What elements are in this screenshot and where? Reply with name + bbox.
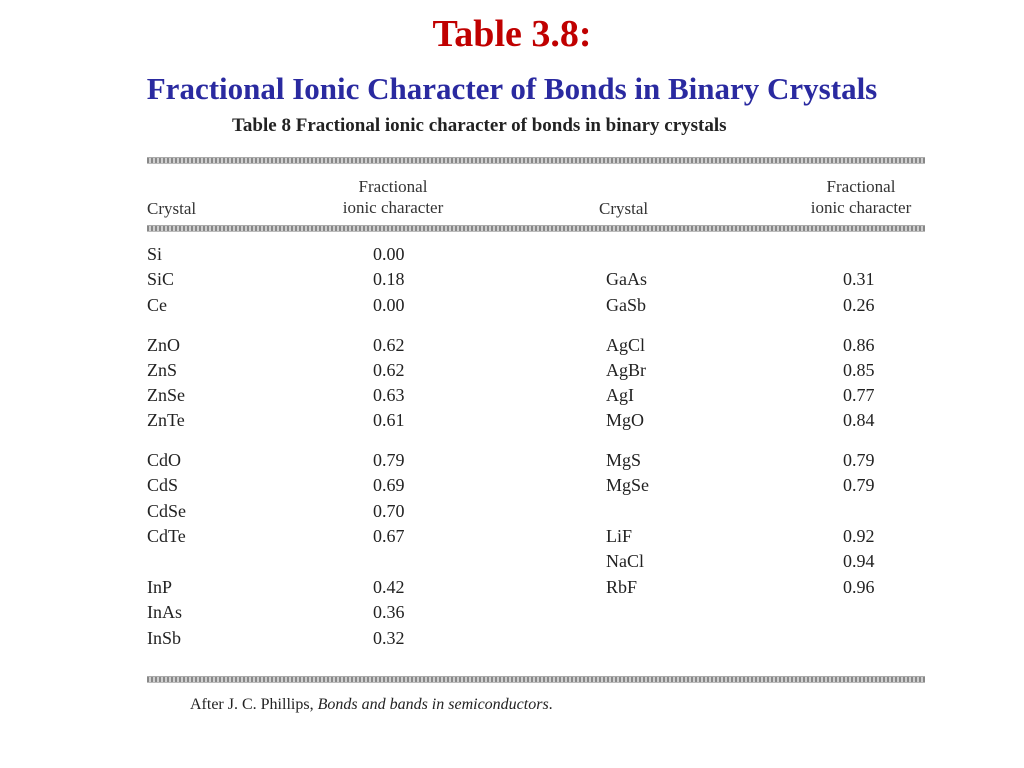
- table-bottom-rule: [147, 676, 925, 683]
- header-fractional-left-line1: Fractional: [358, 177, 428, 196]
- left-value-4: 0.62: [373, 360, 405, 380]
- left-value-13: 0.32: [373, 628, 405, 648]
- right-crystal-0: GaAs: [606, 269, 647, 289]
- right-value-9: 0.94: [843, 551, 875, 571]
- right-value-0: 0.31: [843, 269, 875, 289]
- left-value-11: 0.42: [373, 577, 405, 597]
- header-fractional-right-line2: ionic character: [810, 198, 912, 217]
- left-value-2: 0.00: [373, 295, 405, 315]
- left-crystal-10: CdTe: [147, 526, 186, 546]
- right-crystal-9: NaCl: [606, 551, 644, 571]
- right-value-2: 0.86: [843, 335, 875, 355]
- page-title: Table 3.8:: [432, 13, 592, 55]
- header-fractional-left: [318, 176, 468, 218]
- left-crystal-5: ZnSe: [147, 385, 185, 405]
- right-value-1: 0.26: [843, 295, 875, 315]
- left-crystal-12: InAs: [147, 602, 182, 622]
- right-value-10: 0.96: [843, 577, 875, 597]
- left-crystal-0: Si: [147, 244, 163, 264]
- header-fractional-right: [786, 176, 936, 218]
- right-value-4: 0.77: [843, 385, 875, 405]
- right-value-3: 0.85: [843, 360, 875, 380]
- table-top-rule: [147, 157, 925, 164]
- right-crystal-4: AgI: [606, 385, 634, 405]
- left-crystal-8: CdS: [147, 475, 179, 495]
- left-crystal-4: ZnS: [147, 360, 178, 380]
- left-crystal-11: InP: [147, 577, 173, 597]
- table-footnote: [190, 694, 553, 716]
- left-value-0: 0.00: [373, 244, 405, 264]
- left-value-12: 0.36: [373, 602, 405, 622]
- right-crystal-7: MgSe: [606, 475, 650, 495]
- left-value-1: 0.18: [373, 269, 405, 289]
- right-value-8: 0.92: [843, 526, 875, 546]
- table-caption: Table 8 Fractional ionic character of bonds in binary crystals: [232, 115, 727, 136]
- left-value-9: 0.70: [373, 501, 405, 521]
- header-fractional-left-line2: ionic character: [342, 198, 444, 217]
- left-value-5: 0.63: [373, 385, 405, 405]
- footnote-prefix: After J. C. Phillips,: [190, 696, 318, 713]
- right-value-7: 0.79: [843, 475, 875, 495]
- left-value-10: 0.67: [373, 526, 405, 546]
- left-crystal-13: InSb: [147, 628, 182, 648]
- right-crystal-6: MgS: [606, 450, 642, 470]
- left-crystal-9: CdSe: [147, 501, 187, 521]
- left-value-8: 0.69: [373, 475, 405, 495]
- left-value-7: 0.79: [373, 450, 405, 470]
- right-crystal-5: MgO: [606, 410, 645, 430]
- header-fractional-right-line1: Fractional: [826, 177, 896, 196]
- header-crystal-left: Crystal: [147, 199, 197, 218]
- left-crystal-1: SiC: [147, 269, 175, 289]
- left-value-6: 0.61: [373, 410, 405, 430]
- right-value-5: 0.84: [843, 410, 875, 430]
- footnote-source: Bonds and bands in semiconductors: [317, 696, 549, 713]
- table-header-rule: [147, 225, 925, 232]
- left-crystal-6: ZnTe: [147, 410, 185, 430]
- left-crystal-2: Ce: [147, 295, 167, 315]
- left-value-3: 0.62: [373, 335, 405, 355]
- right-value-6: 0.79: [843, 450, 875, 470]
- right-crystal-1: GaSb: [606, 295, 646, 315]
- right-crystal-2: AgCl: [606, 335, 646, 355]
- left-crystal-3: ZnO: [147, 335, 180, 355]
- page-subtitle: Fractional Ionic Character of Bonds in Binary Crystals: [146, 71, 878, 106]
- right-crystal-3: AgBr: [606, 360, 646, 380]
- header-crystal-right: Crystal: [599, 199, 649, 218]
- left-crystal-7: CdO: [147, 450, 182, 470]
- footnote-suffix: .: [548, 696, 553, 713]
- right-crystal-10: RbF: [606, 577, 638, 597]
- right-crystal-8: LiF: [606, 526, 633, 546]
